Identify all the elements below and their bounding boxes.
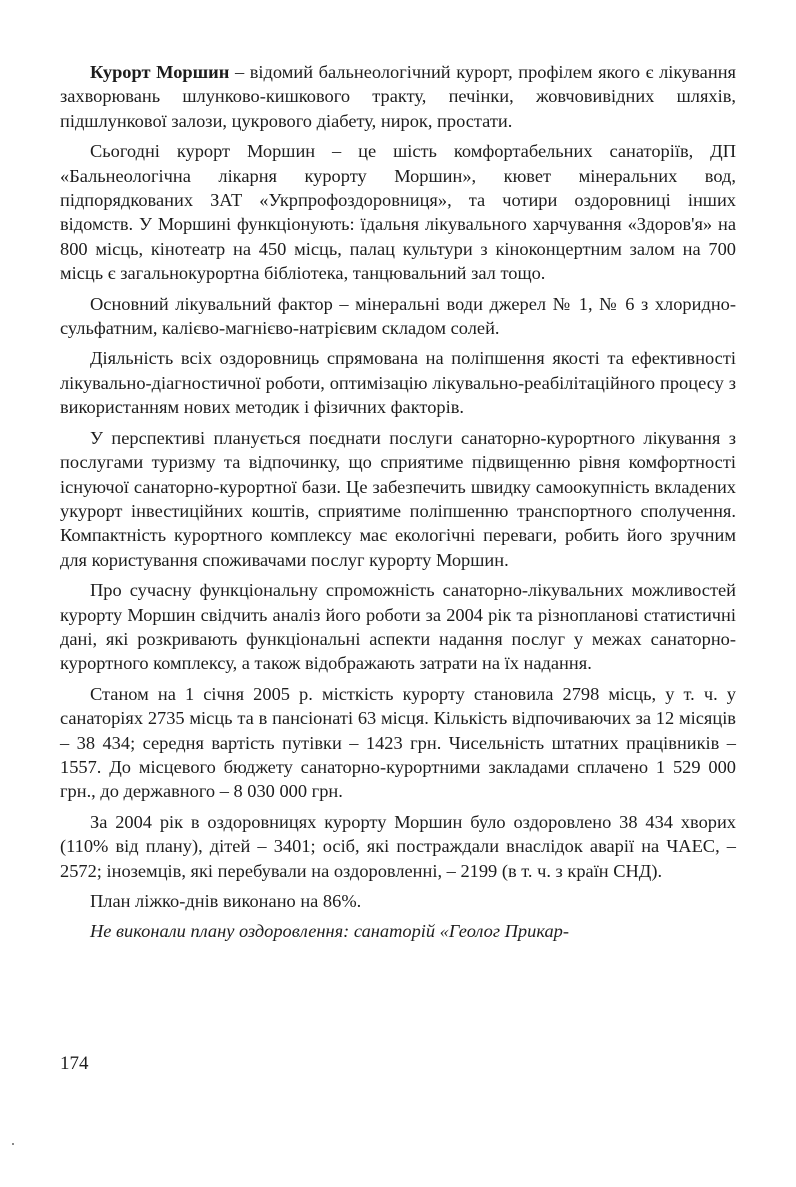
paragraph-text: – відомий бальнеологічний курорт, профілем якого є лікування захворювань шлунково-кишкового тракту, печінки, жовчовивідних шляхів, підшлункової залози, цукрового діабету, нирок, простати.	[60, 62, 736, 131]
paragraph-text: Діяльність всіх оздоровниць спрямована на поліпшення якості та ефективності лікувально-діагностичної роботи, оптимізацію лікувально-реабілітаційного процесу з використанням нових методик і фізичних факторів.	[60, 348, 736, 418]
paragraph-1	[60, 60, 736, 133]
paragraph-2	[60, 139, 736, 285]
paragraph-10	[60, 919, 736, 943]
paragraph-italic-lead: Не виконали плану оздоровлення:	[90, 921, 350, 942]
paragraph-text: Основний лікувальний фактор – мінеральні води джерел № 1, № 6 з хлоридно-сульфатним, калієво-магнієво-натрієвим складом солей.	[60, 293, 736, 339]
paragraph-4	[60, 346, 736, 419]
paragraph-text: У перспективі планується поєднати послуги санаторно-курортного лікування з послугами туризму та відпочинку, що сприятиме підвищенню рівня комфортності існуючої санаторно-курортної бази. Це забезпечить швидку самоокупність вкладених укурорт інвестиційних коштів, сприятиме поліпшенню транспортного сполучення. Компактність курортного комплексу має екологічні переваги, робить його зручним для користування споживачами послуг курорту Моршин.	[60, 427, 736, 570]
paragraph-text: За 2004 рік в оздоровницях курорту Моршин було оздоровлено 38 434 хворих (110% від плану), дітей – 3401; осіб, які постраждали внаслідок аварії на ЧАЕС, – 2572; іноземців, які перебували на оздоровленні, – 2199 (в т. ч. з країн СНД).	[60, 811, 736, 881]
paragraph-text: Сьогодні курорт Моршин – це шість комфортабельних санаторіїв, ДП «Бальнеологічна лікарня курорту Моршин», кювет мінеральних вод, підпорядкованих ЗАТ «Укрпрофоздоровниця», та чотири оздоровниці інших відомств. У Моршині функціонують: їдальня лікувального харчування «Здоров'я» на 800 місць, кінотеатр на 450 місць, палац культури з кіноконцертним залом на 700 місць є загальнокурортна бібліотека, танцювальний зал тощо.	[60, 141, 736, 284]
paragraph-6	[60, 578, 736, 676]
paragraph-text: План ліжко-днів виконано на 86%.	[90, 891, 362, 911]
paragraph-text: Про сучасну функціональну спроможність санаторно-лікувальних можливостей курорту Моршин свідчить аналіз його роботи за 2004 рік та різнопланові статистичні дані, які розкривають функціональні аспекти надання послуг у межах санаторно-курортного комплексу, а також відображають затрати на їх надання.	[60, 580, 736, 674]
page-number: 174	[60, 1053, 89, 1074]
paragraph-3	[60, 292, 736, 341]
page-body	[60, 60, 736, 950]
scan-speck	[12, 1143, 14, 1145]
paragraph-lead: Курорт Моршин	[90, 62, 230, 82]
paragraph-5	[60, 426, 736, 572]
paragraph-9	[60, 889, 736, 913]
paragraph-7	[60, 682, 736, 804]
paragraph-text: санаторій «Геолог Прикар-	[349, 921, 569, 942]
paragraph-8	[60, 810, 736, 883]
paragraph-text: Станом на 1 січня 2005 р. місткість курорту становила 2798 місць, у т. ч. у санаторіях 2735 місць та в пансіонаті 63 місця. Кількість відпочиваючих за 12 місяців – 38 434; середня вартість путівки – 1423 грн. Чисельність штатних працівників – 1557. До місцевого бюджету санаторно-курортними закладами сплачено 1 529 000 грн., до державного – 8 030 000 грн.	[60, 683, 736, 802]
